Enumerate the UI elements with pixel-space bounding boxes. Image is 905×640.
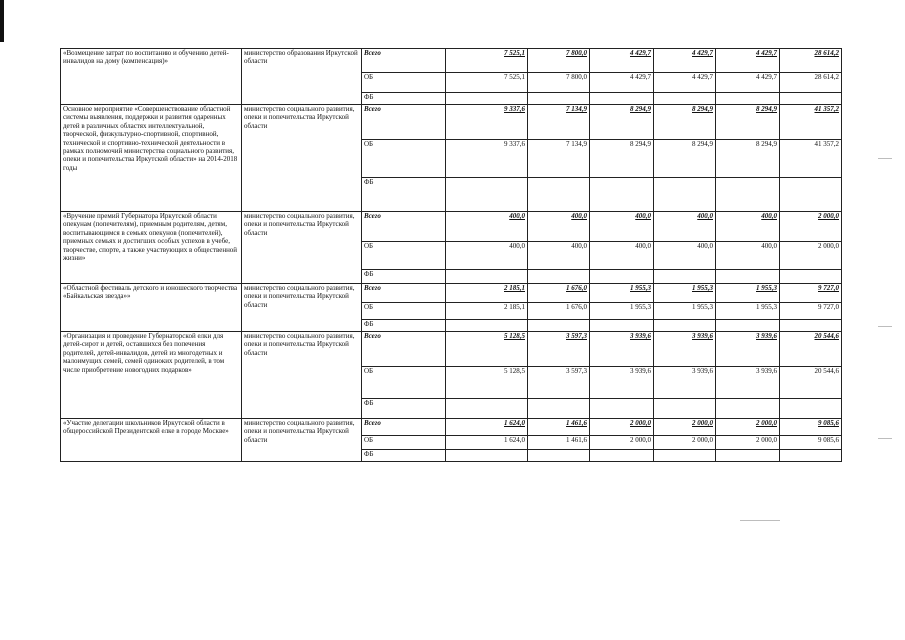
year-amount: [446, 320, 528, 332]
year-amount: 400,0: [528, 212, 590, 242]
executor-name: министерство социального развития, опеки и попечительства Иркутской области: [242, 284, 362, 332]
year-amount: [590, 399, 654, 419]
year-amount: [590, 270, 654, 284]
funding-source: Всего: [362, 212, 446, 242]
year-amount: 1 955,3: [654, 303, 716, 320]
year-amount: [716, 320, 780, 332]
year-amount: [528, 178, 590, 212]
year-amount: [654, 450, 716, 462]
activity-name: «Областной фестиваль детского и юношеского творчества «Байкальская звезда»»: [61, 284, 242, 332]
executor-name: министерство социального развития, опеки и попечительства Иркутской области: [242, 105, 362, 212]
funding-source: ОБ: [362, 140, 446, 178]
year-amount: [654, 399, 716, 419]
year-amount: [446, 399, 528, 419]
funding-source: ФБ: [362, 93, 446, 105]
year-amount: 3 939,6: [590, 367, 654, 399]
year-amount: 400,0: [528, 242, 590, 270]
executor-name: министерство образования Иркутской области: [242, 49, 362, 105]
year-amount: 4 429,7: [716, 73, 780, 93]
total-amount: [780, 270, 842, 284]
total-amount: [780, 93, 842, 105]
year-amount: 2 000,0: [590, 419, 654, 436]
year-amount: 2 000,0: [654, 436, 716, 450]
funding-source: Всего: [362, 284, 446, 303]
year-amount: [528, 320, 590, 332]
year-amount: 1 461,6: [528, 419, 590, 436]
year-amount: 8 294,9: [716, 105, 780, 140]
year-amount: 7 800,0: [528, 73, 590, 93]
total-amount: 2 000,0: [780, 242, 842, 270]
year-amount: 400,0: [590, 242, 654, 270]
year-amount: 4 429,7: [654, 73, 716, 93]
year-amount: 1 624,0: [446, 419, 528, 436]
year-amount: 2 000,0: [590, 436, 654, 450]
total-amount: 9 727,0: [780, 284, 842, 303]
funding-source: Всего: [362, 332, 446, 367]
scan-mark: [878, 438, 892, 439]
executor-name: министерство социального развития, опеки и попечительства Иркутской области: [242, 419, 362, 462]
total-amount: [780, 320, 842, 332]
year-amount: 3 597,3: [528, 367, 590, 399]
funding-source: ФБ: [362, 450, 446, 462]
year-amount: [654, 270, 716, 284]
year-amount: 3 939,6: [654, 367, 716, 399]
year-amount: 8 294,9: [590, 140, 654, 178]
year-amount: 9 337,6: [446, 140, 528, 178]
activity-name: «Участие делегации школьников Иркутской области в общероссийской Президентской елке в городе Москве»: [61, 419, 242, 462]
year-amount: [590, 320, 654, 332]
table-row: [61, 49, 842, 73]
scan-edge-mark: [0, 0, 4, 42]
year-amount: 1 676,0: [528, 303, 590, 320]
total-amount: 28 614,2: [780, 73, 842, 93]
funding-source: ОБ: [362, 436, 446, 450]
total-amount: [780, 178, 842, 212]
activity-name: «Организация и проведение Губернаторской елки для детей-сирот и детей, оставшихся без попечения родителей, детей-инвалидов, детей из многодетных и малоимущих семей, семей одиноких родителей, в том числе приобретение новогодних подарков»: [61, 332, 242, 419]
year-amount: 4 429,7: [654, 49, 716, 73]
year-amount: 3 939,6: [654, 332, 716, 367]
total-amount: 20 544,6: [780, 367, 842, 399]
year-amount: 400,0: [446, 242, 528, 270]
year-amount: [716, 178, 780, 212]
year-amount: 1 955,3: [590, 303, 654, 320]
total-amount: 2 000,0: [780, 212, 842, 242]
funding-source: Всего: [362, 105, 446, 140]
funding-source: ОБ: [362, 303, 446, 320]
activity-name: Основное мероприятие «Совершенствование областной системы выявления, поддержки и развития одаренных детей в различных областях интеллектуальной, творческой, физкультурно-спортивной, спортивной, технической и спортивно-технической деятельности в рамках полномочий министерства социального развития, опеки и попечительства Иркутской области» на 2014-2018 годы: [61, 105, 242, 212]
year-amount: [590, 93, 654, 105]
year-amount: 1 624,0: [446, 436, 528, 450]
scan-mark: [878, 158, 892, 159]
total-amount: [780, 450, 842, 462]
year-amount: 5 128,5: [446, 332, 528, 367]
year-amount: 1 676,0: [528, 284, 590, 303]
year-amount: 3 597,3: [528, 332, 590, 367]
year-amount: [446, 450, 528, 462]
year-amount: 1 955,3: [590, 284, 654, 303]
year-amount: 7 800,0: [528, 49, 590, 73]
year-amount: 7 525,1: [446, 49, 528, 73]
year-amount: 2 000,0: [716, 436, 780, 450]
year-amount: 8 294,9: [654, 105, 716, 140]
year-amount: 3 939,6: [716, 332, 780, 367]
year-amount: 3 939,6: [716, 367, 780, 399]
total-amount: 9 085,6: [780, 436, 842, 450]
total-amount: 9 727,0: [780, 303, 842, 320]
year-amount: [654, 178, 716, 212]
table-row: [61, 284, 842, 303]
year-amount: 2 000,0: [716, 419, 780, 436]
year-amount: 8 294,9: [654, 140, 716, 178]
total-amount: 41 357,2: [780, 140, 842, 178]
scan-mark: [878, 326, 892, 327]
year-amount: 400,0: [716, 242, 780, 270]
table-row: [61, 332, 842, 367]
year-amount: 1 955,3: [716, 303, 780, 320]
total-amount: 28 614,2: [780, 49, 842, 73]
executor-name: министерство социального развития, опеки и попечительства Иркутской области: [242, 212, 362, 284]
year-amount: 8 294,9: [716, 140, 780, 178]
year-amount: 7 134,9: [528, 105, 590, 140]
activity-name: «Возмещение затрат по воспитанию и обучению детей-инвалидов на дому (компенсация)»: [61, 49, 242, 105]
year-amount: [446, 178, 528, 212]
scan-mark: [740, 520, 780, 521]
funding-source: ОБ: [362, 367, 446, 399]
year-amount: 400,0: [590, 212, 654, 242]
funding-source: ФБ: [362, 270, 446, 284]
year-amount: 9 337,6: [446, 105, 528, 140]
funding-source: Всего: [362, 419, 446, 436]
budget-table: [60, 48, 842, 462]
year-amount: [654, 93, 716, 105]
year-amount: 2 185,1: [446, 284, 528, 303]
table-row: [61, 212, 842, 242]
year-amount: [446, 93, 528, 105]
funding-source: ФБ: [362, 178, 446, 212]
year-amount: [716, 399, 780, 419]
total-amount: 20 544,6: [780, 332, 842, 367]
activity-name: «Вручение премий Губернатора Иркутской области опекунам (попечителям), приемным родителям, детям, воспитывающимся в семьях опекунов (попечителей), приемных семьях и достигших особых успехов в учебе, творчестве, спорте, а также участвующих в общественной жизни»: [61, 212, 242, 284]
year-amount: 4 429,7: [590, 73, 654, 93]
year-amount: [528, 270, 590, 284]
total-amount: 41 357,2: [780, 105, 842, 140]
funding-source: ОБ: [362, 242, 446, 270]
year-amount: 7 134,9: [528, 140, 590, 178]
year-amount: [716, 450, 780, 462]
year-amount: 5 128,5: [446, 367, 528, 399]
total-amount: 9 085,6: [780, 419, 842, 436]
year-amount: [528, 93, 590, 105]
funding-source: ФБ: [362, 399, 446, 419]
year-amount: [654, 320, 716, 332]
year-amount: 4 429,7: [716, 49, 780, 73]
year-amount: 400,0: [446, 212, 528, 242]
year-amount: [590, 450, 654, 462]
year-amount: 400,0: [654, 212, 716, 242]
year-amount: [446, 270, 528, 284]
year-amount: 400,0: [716, 212, 780, 242]
table-row: [61, 105, 842, 140]
executor-name: министерство социального развития, опеки и попечительства Иркутской области: [242, 332, 362, 419]
year-amount: 400,0: [654, 242, 716, 270]
funding-source: ОБ: [362, 73, 446, 93]
year-amount: 7 525,1: [446, 73, 528, 93]
year-amount: [716, 93, 780, 105]
year-amount: [528, 399, 590, 419]
table-row: [61, 419, 842, 436]
year-amount: 1 955,3: [716, 284, 780, 303]
funding-source: ФБ: [362, 320, 446, 332]
year-amount: [590, 178, 654, 212]
year-amount: 2 185,1: [446, 303, 528, 320]
funding-source: Всего: [362, 49, 446, 73]
year-amount: [716, 270, 780, 284]
year-amount: [528, 450, 590, 462]
year-amount: 1 955,3: [654, 284, 716, 303]
year-amount: 1 461,6: [528, 436, 590, 450]
year-amount: 4 429,7: [590, 49, 654, 73]
total-amount: [780, 399, 842, 419]
year-amount: 8 294,9: [590, 105, 654, 140]
year-amount: 3 939,6: [590, 332, 654, 367]
table-body: [61, 49, 842, 462]
year-amount: 2 000,0: [654, 419, 716, 436]
